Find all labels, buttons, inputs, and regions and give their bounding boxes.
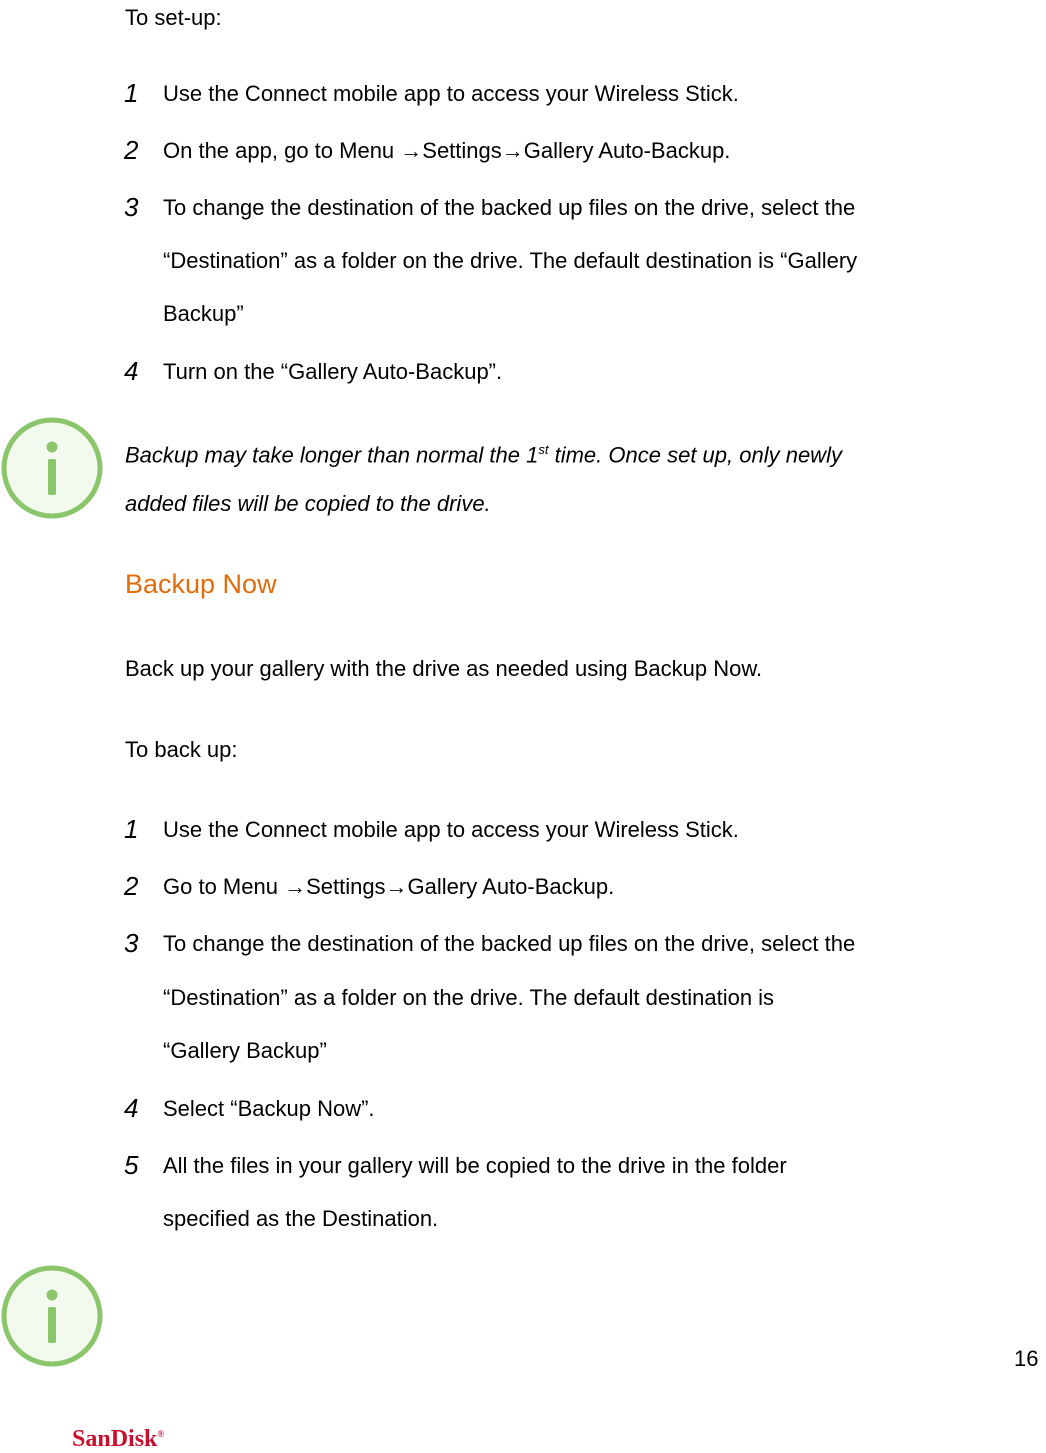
step-text: All the files in your gallery will be copied to the drive in the folder xyxy=(163,1153,787,1178)
step-text: Select “Backup Now”. xyxy=(163,1096,375,1121)
step-number: 4 xyxy=(124,356,139,386)
step-number: 3 xyxy=(124,928,139,958)
step-text: To change the destination of the backed up files on the drive, select the xyxy=(163,931,856,956)
step-number: 1 xyxy=(124,78,139,108)
step-text: “Destination” as a folder on the drive. The default destination is “Gallery xyxy=(163,248,858,273)
step-text: On the app, go to Menu →Settings→Gallery Auto-Backup. xyxy=(163,138,731,163)
info-icon xyxy=(0,416,104,520)
step-text: Use the Connect mobile app to access your Wireless Stick. xyxy=(163,817,739,842)
step-number: 2 xyxy=(124,135,139,165)
note-text: added files will be copied to the drive. xyxy=(125,491,491,516)
step-text: To change the destination of the backed up files on the drive, select the xyxy=(163,195,856,220)
note-text: Backup may take longer than normal the 1st time. Once set up, only newly xyxy=(125,442,842,468)
section-heading: Backup Now xyxy=(125,569,277,599)
setup-intro: To set-up: xyxy=(125,5,222,30)
step-text: Go to Menu →Settings→Gallery Auto-Backup. xyxy=(163,874,615,899)
page-number: 16 xyxy=(1014,1346,1039,1371)
step-text: “Gallery Backup” xyxy=(163,1038,327,1063)
sandisk-logo: SanDisk® xyxy=(72,1426,165,1452)
step-text: Backup” xyxy=(163,301,244,326)
step-text: Use the Connect mobile app to access your Wireless Stick. xyxy=(163,81,739,106)
step-number: 3 xyxy=(124,192,139,222)
section-description: Back up your gallery with the drive as needed using Backup Now. xyxy=(125,656,763,681)
step-number: 5 xyxy=(124,1150,139,1180)
step-number: 2 xyxy=(124,871,139,901)
step-text: “Destination” as a folder on the drive. The default destination is xyxy=(163,985,775,1010)
backup-intro: To back up: xyxy=(125,737,238,762)
step-number: 1 xyxy=(124,814,139,844)
step-number: 4 xyxy=(124,1093,139,1123)
step-text: specified as the Destination. xyxy=(163,1206,439,1231)
info-icon xyxy=(0,1264,104,1368)
step-text: Turn on the “Gallery Auto-Backup”. xyxy=(163,359,503,384)
